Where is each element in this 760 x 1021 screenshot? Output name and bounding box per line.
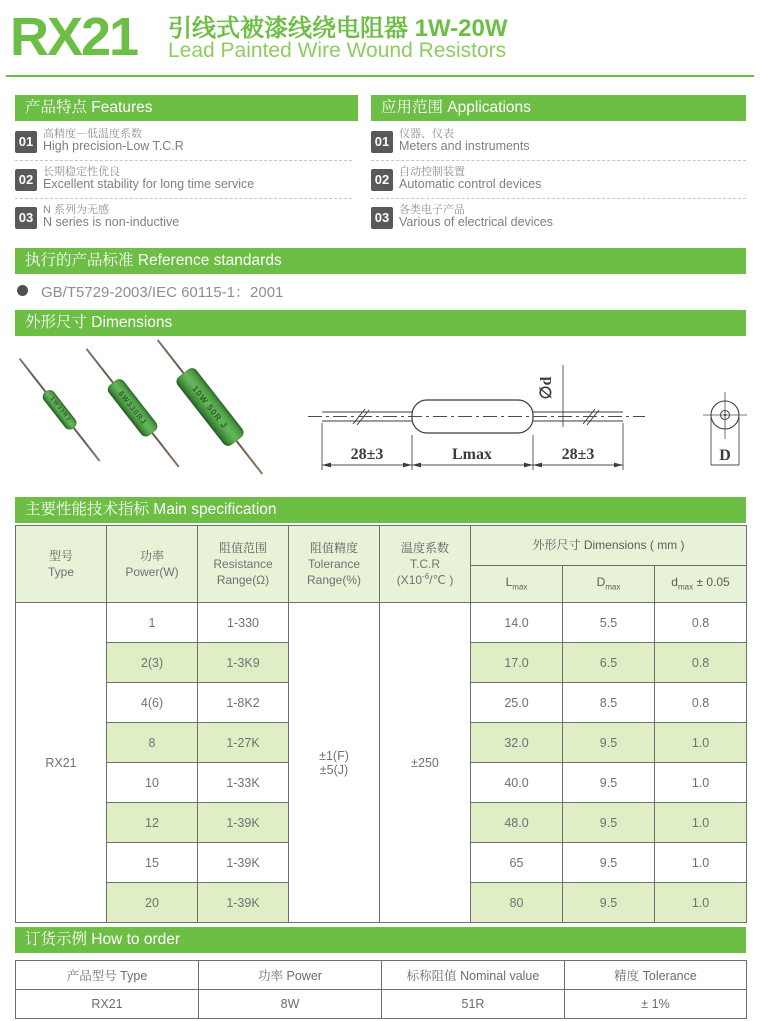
dim-label-lead-left: 28±3 [350, 446, 384, 463]
feature-item [15, 201, 352, 237]
spec-lmax-cell: 25.0 [471, 683, 563, 723]
feature-text-en: Excellent stability for long time service [43, 177, 255, 191]
spec-range-cell: 1-330 [198, 603, 289, 643]
spec-dwire-cell: 1.0 [655, 883, 747, 923]
order-value-row [16, 990, 747, 1019]
feature-number-badge: 03 [15, 207, 37, 229]
spec-dmax-cell: 9.5 [563, 763, 655, 803]
spec-dmax-cell: 9.5 [563, 883, 655, 923]
spec-tcr-cell: ±250 [380, 603, 471, 923]
feature-number-badge: 02 [15, 169, 37, 191]
spec-range-cell: 1-3K9 [198, 643, 289, 683]
resistor-body [174, 366, 246, 449]
applications-heading: 应用范围 Applications [371, 95, 746, 121]
spec-dwire-cell: 1.0 [655, 723, 747, 763]
application-text-en: Various of electrical devices [399, 215, 554, 229]
spec-range-cell: 1-39K [198, 883, 289, 923]
spec-dmax-cell: 8.5 [563, 683, 655, 723]
page-title-zh: 引线式被漆线绕电阻器 1W-20W [168, 15, 508, 42]
spec-lmax-cell: 80 [471, 883, 563, 923]
col-header-resistance: 阻值范围 Resistance Range(Ω) [198, 526, 289, 603]
feature-text-zh: 高精度－低温度系数 [43, 128, 142, 140]
spec-power-cell: 1 [107, 603, 198, 643]
spec-power-cell: 8 [107, 723, 198, 763]
dim-label-lead-right: 28±3 [561, 446, 595, 463]
resistor-marking: 10W 50R J [190, 383, 230, 431]
spec-dwire-cell: 0.8 [655, 603, 747, 643]
dim-label-body-diameter: D [719, 447, 731, 464]
standards-heading: 执行的产品标准 Reference standards [15, 248, 746, 274]
spec-range-cell: 1-39K [198, 803, 289, 843]
spec-power-cell: 20 [107, 883, 198, 923]
spec-dmax-cell: 9.5 [563, 843, 655, 883]
spec-lmax-cell: 40.0 [471, 763, 563, 803]
feature-number-badge: 01 [15, 131, 37, 153]
feature-text-zh: 长期稳定性优良 [43, 166, 120, 178]
dim-label-wire-diameter: ∅d [538, 376, 555, 400]
standard-text: GB/T5729-2003/IEC 60115-1：2001 [41, 284, 284, 301]
order-table [15, 960, 747, 1019]
feature-item [15, 125, 352, 161]
spec-header-row [16, 526, 747, 566]
dimension-drawing [300, 348, 760, 488]
resistor-marking: 1W33RJ [48, 396, 72, 423]
spec-dmax-cell: 6.5 [563, 643, 655, 683]
application-number-badge: 01 [371, 131, 393, 153]
application-item [371, 125, 746, 161]
spec-range-cell: 1-27K [198, 723, 289, 763]
application-text-en: Automatic control devices [399, 177, 542, 191]
spec-power-cell: 2(3) [107, 643, 198, 683]
application-number-badge: 03 [371, 207, 393, 229]
spec-tolerance-cell: ±1(F) ±5(J) [289, 603, 380, 923]
feature-text-en: N series is non-inductive [43, 215, 180, 229]
resistor-body [106, 376, 160, 438]
spec-power-cell: 12 [107, 803, 198, 843]
spec-range-cell: 1-39K [198, 843, 289, 883]
spec-lmax-cell: 65 [471, 843, 563, 883]
application-item [371, 201, 746, 237]
divider [15, 160, 352, 161]
order-header-row [16, 961, 747, 990]
spec-dwire-cell: 1.0 [655, 843, 747, 883]
spec-dmax-cell: 5.5 [563, 603, 655, 643]
col-header-dwire: $d_{max} \pm 0.05$ [655, 566, 747, 603]
spec-dmax-cell: 9.5 [563, 803, 655, 843]
application-number-badge: 02 [371, 169, 393, 191]
spec-lmax-cell: 17.0 [471, 643, 563, 683]
header-divider [6, 75, 754, 77]
divider [371, 160, 746, 161]
spec-power-cell: 10 [107, 763, 198, 803]
col-header-lmax: $L_{max}$ [471, 566, 563, 603]
resistor-body [41, 387, 80, 431]
col-header-dimensions-group: 外形尺寸 Dimensions ( mm ) [471, 526, 747, 566]
page-title-en: Lead Painted Wire Wound Resistors [168, 39, 507, 62]
feature-text-zh: N 系列为无感 [43, 204, 109, 216]
application-item [371, 163, 746, 199]
spec-dwire-cell: 1.0 [655, 803, 747, 843]
order-col-nominal: 标称阻值 Nominal value [382, 961, 565, 990]
dim-label-body-length: Lmax [452, 446, 492, 463]
divider [371, 198, 746, 199]
spec-lmax-cell: 32.0 [471, 723, 563, 763]
order-col-type: 产品型号 Type [16, 961, 199, 990]
product-model: RX21 [10, 7, 138, 67]
spec-dmax-cell: 9.5 [563, 723, 655, 763]
spec-power-cell: 4(6) [107, 683, 198, 723]
order-val-power: 8W [199, 990, 382, 1019]
order-col-tolerance: 精度 Tolerance [565, 961, 747, 990]
order-val-tolerance: ± 1% [565, 990, 747, 1019]
application-text-zh: 仪器、仪表 [399, 128, 454, 140]
divider [15, 198, 352, 199]
spec-type-cell: RX21 [16, 603, 107, 923]
feature-text-en: High precision-Low T.C.R [43, 139, 184, 153]
application-text-zh: 自动控制装置 [399, 166, 465, 178]
spec-range-cell: 1-33K [198, 763, 289, 803]
spec-row [16, 603, 747, 643]
spec-lmax-cell: 14.0 [471, 603, 563, 643]
col-header-tcr: 温度系数 T.C.R ($X10^{-6}/℃$ ) [380, 526, 471, 603]
spec-range-cell: 1-8K2 [198, 683, 289, 723]
col-header-power: 功率 Power(W) [107, 526, 198, 603]
col-header-tolerance: 阻值精度 Tolerance Range(%) [289, 526, 380, 603]
spec-table [15, 525, 747, 923]
col-header-type: 型号 Type [16, 526, 107, 603]
spec-heading: 主要性能技术指标 Main specification [15, 497, 746, 523]
order-val-type: RX21 [16, 990, 199, 1019]
feature-item [15, 163, 352, 199]
spec-power-cell: 15 [107, 843, 198, 883]
bullet-icon [17, 285, 28, 296]
resistor-marking: 6W330RJ [117, 388, 149, 427]
spec-dwire-cell: 0.8 [655, 683, 747, 723]
application-text-en: Meters and instruments [399, 139, 530, 153]
order-heading: 订货示例 How to order [15, 927, 746, 953]
application-text-zh: 各类电子产品 [399, 204, 465, 216]
spec-lmax-cell: 48.0 [471, 803, 563, 843]
order-val-nominal: 51R [382, 990, 565, 1019]
spec-dwire-cell: 0.8 [655, 643, 747, 683]
col-header-dmax: $D_{max}$ [563, 566, 655, 603]
order-col-power: 功率 Power [199, 961, 382, 990]
spec-dwire-cell: 1.0 [655, 763, 747, 803]
features-heading: 产品特点 Features [15, 95, 358, 121]
dimensions-heading: 外形尺寸 Dimensions [15, 310, 746, 336]
